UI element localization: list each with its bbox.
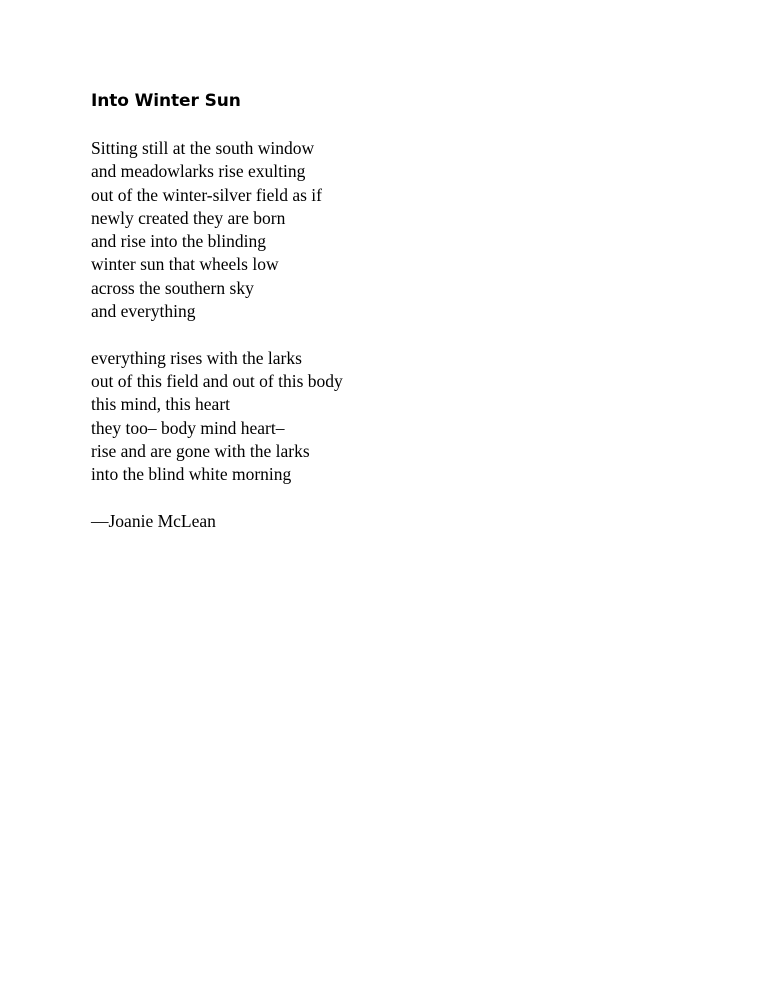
poem-attribution: —Joanie McLean	[91, 510, 216, 531]
poem-line: across the southern sky	[91, 277, 254, 298]
poem-line: rise and are gone with the larks	[91, 440, 310, 461]
poem-line: out of this field and out of this body	[91, 370, 343, 391]
poem-line: out of the winter-silver field as if	[91, 184, 322, 205]
poem-line: winter sun that wheels low	[91, 254, 279, 275]
poem-line: and everything	[91, 301, 196, 322]
poem-title: Into Winter Sun	[91, 91, 241, 111]
poem-line: they too– body mind heart–	[91, 417, 285, 438]
poem-line: Sitting still at the south window	[91, 138, 315, 158]
stanza-1	[91, 137, 691, 323]
poem-line: this mind, this heart	[91, 394, 231, 415]
poem	[91, 88, 691, 533]
poem-line: everything rises with the larks	[91, 347, 302, 368]
poem-line: into the blind white morning	[91, 464, 292, 485]
poem-line: and rise into the blinding	[91, 231, 266, 252]
poem-line: and meadowlarks rise exulting	[91, 161, 306, 182]
stanza-2	[91, 347, 691, 487]
poem-line: newly created they are born	[91, 207, 286, 228]
